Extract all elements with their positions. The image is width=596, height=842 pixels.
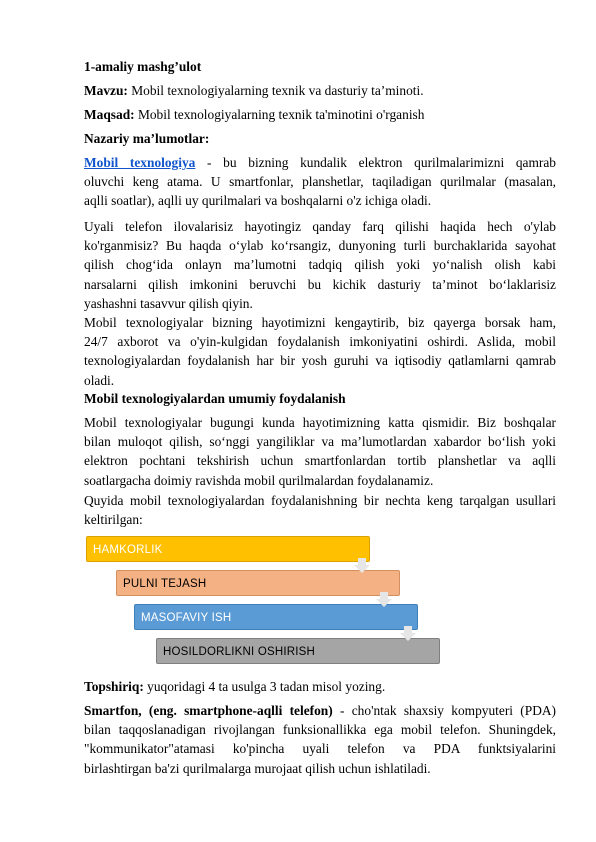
topic-line [84,81,556,100]
paragraph-usage: Mobil texnologiyalar bugungi kunda hayotimizning katta qismidir. Biz boshqalar bilan muloqot qilish, so‘nggi yangiliklar va ma’lumotlardan xabardor bo‘lish yoki elektron pochtani tekshirish uchun smartfonlardan tortib planshetlar va aqlli soatlargacha doimiy ravishda mobil qurilmalardan foydalanamiz. [84,415,556,488]
task-text: yuqoridagi 4 ta usulga 3 tadan misol yozing. [143,679,386,694]
paragraph-apps: Uyali telefon ilovalarisiz hayotingiz qanday farq qilishi haqida hech o'ylab ko'rganmisiz? Bu haqda o‘ylab ko‘rsangiz, dunyoning turli burchaklarida sayohat qilish chog‘ida onlayn ma’lumotni tadqiq qilish yoki yo‘nalish olish kabi narsalarni qilish imkonini beruvchi bu kichik dasturiy ta’minot bo‘laklarisiz yashashni tasavvur qilish qiyin. [84,219,556,311]
theory-heading: Nazariy ma’lumotlar: [84,131,210,146]
step-remote-work: MASOFAVIY ISH [134,604,418,630]
goal-line [84,105,556,124]
paragraph-definition: Mobil texnologiya - bu bizning kundalik elektron qurilmalarimizni qamrab oluvchi keng atama. U smartfonlar, planshetlar, taqiladigan qurilmalar (masalan, aqlli soatlar), aqlli uy qurilmalari va boshqalarni o'z ichiga oladi. [84,155,556,209]
staggered-process-diagram [84,536,444,670]
step-saving-money: PULNI TEJASH [116,570,400,596]
page-heading: 1-amaliy mashg’ulot [84,59,202,74]
step-productivity: HOSILDORLIKNI OSHIRISH [156,638,440,664]
usage-subheading: Mobil texnologiyalardan umumiy foydalanish [84,391,346,406]
paragraph-smartphone: Smartfon, (eng. smartphone-aqlli telefon) - cho'ntak shaxsiy kompyuteri (PDA) bilan taqqoslanadigan rivojlangan funksionallikka ega mobil telefon. Shuningdek, "kommunikator"atamasi ko'pincha uyali telefon va PDA funktsiyalarini birlashtirgan ba'zi qurilmalarga murojaat qilish uchun ishlatiladi. [84,703,556,776]
smartphone-term: Smartfon, (eng. smartphone-aqlli telefon) [84,703,333,718]
task-label: Topshiriq: [84,679,144,694]
paragraph-intro-list: Quyida mobil texnologiyalardan foydalanishning bir nechta keng tarqalgan usullari keltirilgan: [84,493,556,528]
goal-label: Maqsad: [84,107,135,122]
topic-label: Mavzu: [84,83,128,98]
topic-text: Mobil texnologiyalarning texnik va dasturiy ta’minoti. [127,83,424,98]
mobile-technology-link[interactable]: Mobil texnologiya [84,155,196,170]
paragraph-expansion: Mobil texnologiyalar bizning hayotimizni kengaytirib, biz qayerga borsak ham, 24/7 axborot va o'yin-kulgidan foydalanish imkoniyatini oshirdi. Aslida, mobil texnologiyalardan foydalanish har bir yosh guruhi va iqtisodiy qatlamlarni qamrab oladi. [84,315,556,388]
goal-text: Mobil texnologiyalarning texnik ta'minotini o'rganish [134,107,425,122]
step-collaboration: HAMKORLIK [86,536,370,562]
task-line [84,677,556,696]
